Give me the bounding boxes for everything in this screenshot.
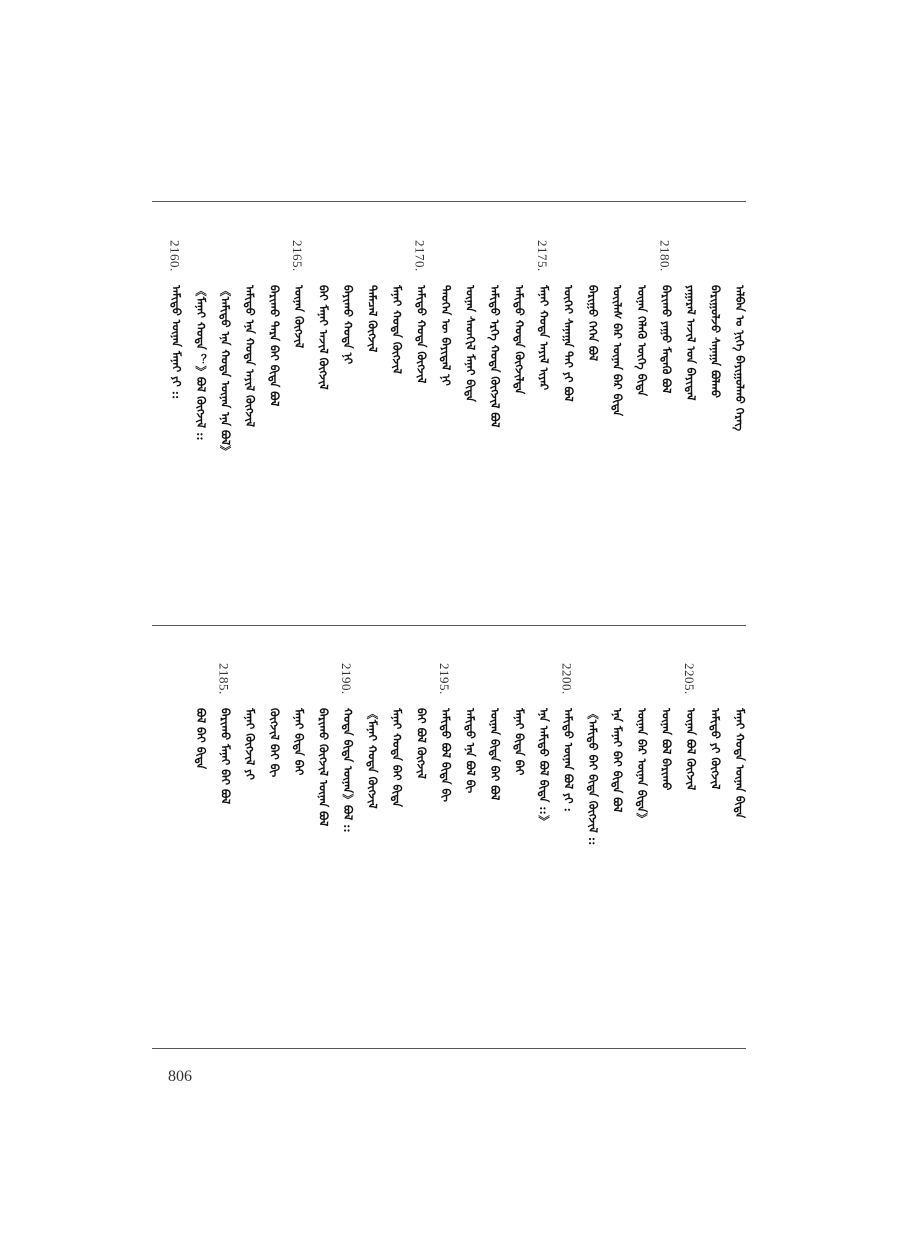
verse-line xyxy=(534,663,551,908)
verse-text: ᠪᠠᠷᠢᠬᠤ ᠮᠠᠨᠠᠢ ᠪᠠᠢ ᠪᠣᠯ xyxy=(218,708,233,805)
verse-text: ᠠᠮᠢᠳᠤ ᠶᠢ ᠬᠥᠭᠵᠢᠯ xyxy=(708,708,723,790)
verse-text: ᠠᠮᠢᠳᠤ ᠬᠣᠲᠠ ᠬᠥᠭᠵᠢᠯᠲᠡ xyxy=(512,285,527,395)
line-number: 2190. xyxy=(339,663,354,695)
line-number: 2175. xyxy=(535,240,550,272)
verse-line xyxy=(608,663,625,908)
verse-text: ᠠᠯᠪᠠᠨ ᠤ ᠨᠢᠭᠡ ᠪᠠᠶᠢᠭᠤᠯᠬᠤ ᠬᠡᠷᠡᠭ xyxy=(733,285,747,432)
verse-text: ᠮᠠᠨᠠᠢ ᠪᠢᠳᠡ ᠪᠠᠢ xyxy=(512,708,527,776)
verse-text: ᠦᠨᠡᠨ ᠬᠡᠯᠡᠬᠦ ᠦᠭᠡ ᠪᠢᠳᠡ xyxy=(635,285,649,397)
verse-text: ᠠᠮᠢᠳᠤ ᠡᠷᠬᠡ ᠬᠣᠲᠠ ᠬᠥᠭᠵᠢᠯ ᠪᠣᠯ xyxy=(488,285,502,428)
verse-text: ᠮᠠᠨᠠᠢ ᠬᠣᠲᠠ ᠬᠥᠭᠵᠢᠯ xyxy=(390,285,404,374)
verse-line xyxy=(436,663,453,908)
verse-line xyxy=(216,663,233,908)
verse-text: ᠦᠨᠡᠨ ᠬᠥᠭᠵᠢᠯ xyxy=(292,285,306,349)
verse-text: 《ᠮᠠᠨᠠᠢ ᠬᠣᠲᠠ ᠬᠥᠭᠵᠢᠯ xyxy=(365,708,380,809)
verse-text: 《ᠠᠮᠢᠳᠤ ᠪᠠᠢ ᠪᠢᠳᠡ ᠬᠥᠭᠵᠢᠯ :: xyxy=(586,708,600,846)
verse-text: ᠦᠢᠯᠡᠰ ᠪᠡᠷ ᠦᠨᠡᠨ ᠪᠡᠷ ᠪᠢᠳᠡ xyxy=(610,285,625,417)
verse-text: ᠶᠠᠭᠠᠷᠠᠯ ᠠᠵᠢᠯ ᠤᠨ ᠪᠠᠶᠢᠳᠠᠯ xyxy=(684,285,698,401)
verse-text: ᠠᠮᠢᠳᠤ ᠪᠣᠯ ᠪᠢᠳᠡ ᠪᠢ xyxy=(439,708,453,802)
verse-text: ᠲᠡᠮᠡᠴᠡᠯ ᠬᠥᠭᠵᠢᠯ xyxy=(365,285,380,353)
verse-line xyxy=(485,663,502,908)
verse-text: ᠠᠮᠢᠳᠤ ᠬᠣᠲᠠ ᠬᠥᠭᠵᠢᠯ xyxy=(414,285,429,384)
verse-text: ᠠᠮᠢᠳᠤ ᠡᠨᠡ ᠪᠣᠯ ᠪᠢ xyxy=(463,708,478,794)
verse-text: ᠪᠠᠷᠢᠬᠤ ᠶᠠᠭᠤ ᠮᠡᠳᠡᠬᠦ ᠪᠣᠯ xyxy=(659,285,674,394)
verse-text: ᠲᠡᠦᠬᠡᠨ ᠦ ᠪᠠᠶᠢᠳᠠᠯ ᠨᠢ xyxy=(439,285,453,386)
verse-text: ᠦᠨᠡᠨ ᠪᠢᠳᠡ ᠪᠠᠢ ᠪᠣᠯ xyxy=(488,708,502,801)
verse-line xyxy=(706,663,723,908)
line-number: 2195. xyxy=(437,663,452,695)
verse-text: ᠠᠮᠢᠳᠤ ᠦᠨᠡᠨ ᠮᠠᠨᠠᠢ ᠶᠢ :: xyxy=(169,285,184,400)
verse-text: ᠮᠠᠨᠠᠢ ᠬᠥᠭᠵᠢᠯ ᠶᠢ xyxy=(243,708,257,780)
verse-text: ᠪᠣᠯ ᠪᠠᠢ ᠪᠢᠳᠡ xyxy=(194,708,208,770)
line-number: 2160. xyxy=(167,240,183,272)
verse-text: ᠪᠠᠢ ᠮᠠᠨᠠᠢ ᠠᠵᠢᠯ ᠬᠥᠭᠵᠢᠯ xyxy=(316,285,331,390)
verse-line xyxy=(632,663,649,908)
verse-line xyxy=(338,663,355,908)
page-number: 806 xyxy=(168,1068,192,1085)
verse-text: ᠮᠠᠨᠠᠢ ᠬᠣᠲᠠ ᠪᠠᠢ ᠪᠢᠳᠡ xyxy=(390,708,404,808)
line-number: 2185. xyxy=(216,663,232,695)
verse-line xyxy=(314,663,331,908)
line-number: 2180. xyxy=(657,240,673,272)
verse-text: ᠬᠥᠭᠵᠢᠯ ᠪᠠᠢ ᠪᠢ xyxy=(267,708,282,778)
verse-line xyxy=(583,663,600,908)
verse-line xyxy=(730,663,747,908)
verse-line xyxy=(191,663,208,908)
verse-text: ᠪᠠᠷᠢᠭᠤᠯᠵᠤ ᠰᠠᠨᠠᠭᠠ ᠪᠣᠯᠬᠤ xyxy=(708,285,723,398)
verse-text: ᠪᠠᠢ ᠪᠣᠯ ᠬᠥᠭᠵᠢᠯ xyxy=(414,708,429,779)
verse-text: ᠮᠠᠨᠠᠢ ᠪᠢᠳᠡ ᠪᠠᠢ xyxy=(292,708,306,776)
verse-text: ᠪᠠᠶᠢᠬᠤ ᠬᠣᠲᠠ ᠨᠢ xyxy=(341,285,355,365)
verse-text: ᠬᠣᠲᠠ ᠪᠢᠳᠡ ᠦᠨᠡᠨ》ᠪᠣᠯ :: xyxy=(341,708,355,833)
verse-text: ᠪᠠᠷᠢᠬᠤ ᠲᠡᠷᠡ ᠪᠠᠢ ᠪᠢᠳᠡ ᠪᠣᠯ xyxy=(267,285,282,407)
verse-line xyxy=(657,663,674,908)
verse-line xyxy=(510,663,527,908)
line-number: 2170. xyxy=(412,240,428,272)
verse-text: 《ᠮᠠᠨᠠᠢ ᠬᠣᠲᠠ ？》ᠪᠣᠯ ᠬᠥᠭᠵᠢᠯ :: xyxy=(194,285,208,441)
verse-line xyxy=(412,663,429,908)
line-number: 2205. xyxy=(682,663,697,695)
verse-line xyxy=(681,663,698,908)
verse-text: ᠠᠮᠢᠳᠤ ᠦᠨᠡᠨ ᠪᠣᠯ ᠶᠢ : xyxy=(561,708,576,812)
verse-line xyxy=(461,663,478,908)
verse-text: ᠪᠠᠷᠢᠭᠤ ᠬᠡᠭᠡᠨ ᠪᠣᠯ xyxy=(586,285,600,361)
verse-line xyxy=(265,663,282,908)
verse-line xyxy=(289,663,306,908)
verse-text: ᠡᠨᠡ ᠮᠠᠨᠠᠢ ᠪᠠᠢ ᠪᠢᠳᠡ ᠪᠣᠯ xyxy=(610,708,625,813)
verse-text: ᠠᠮᠢᠳᠤ ᠡᠨᠡ ᠬᠣᠲᠠ ᠠᠶᠢᠯ ᠬᠥᠭᠵᠢᠯ xyxy=(243,285,257,428)
verse-text: ᠮᠠᠨᠠᠢ ᠬᠣᠲᠠ ᠠᠶᠢᠯ ᠢᠶᠠᠷ xyxy=(537,285,551,391)
verse-line xyxy=(363,663,380,908)
verse-text: ᠦᠨᠡᠨ ᠰᠡᠳᠬᠢᠯ ᠮᠠᠨᠠᠢ ᠪᠢᠳᠡ xyxy=(463,285,478,402)
verse-text: ᠦᠨᠡᠨ ᠪᠡᠷ ᠦᠨᠡᠨ ᠪᠢᠳᠡ》 xyxy=(635,708,649,825)
verse-text: ᠡᠨᠡ ᠠᠮᠢᠳᠤ ᠪᠣᠯ ᠪᠢᠳᠡ ::》 xyxy=(537,708,551,827)
verse-text: ᠪᠠᠷᠢᠬᠤ ᠬᠥᠭᠵᠢᠯ ᠦᠨᠡᠨ ᠪᠣᠯ xyxy=(316,708,331,827)
verse-text: 《ᠠᠮᠢᠳᠤ ᠡᠨᠡ ᠬᠣᠲᠠ ᠦᠨᠡᠨ ᠡᠨᠡ ᠪᠣᠯ》 xyxy=(218,285,233,457)
verse-line xyxy=(559,663,576,908)
line-number: 2165. xyxy=(290,240,305,272)
verse-line xyxy=(387,663,404,908)
verse-line xyxy=(240,663,257,908)
verse-text: ᠮᠠᠨᠠᠢ ᠬᠣᠲᠠ ᠦᠨᠡᠨ ᠪᠢᠳᠡ xyxy=(733,708,747,819)
verse-text: ᠦᠭᠡᠢ ᠰᠠᠨᠠᠭᠠ ᠲᠡᠢ ᠶᠢ ᠪᠣᠯ xyxy=(561,285,576,402)
verse-text: ᠦᠨᠡᠨ ᠪᠣᠯ ᠬᠥᠭᠵᠢᠯ xyxy=(684,708,698,791)
line-number: 2200. xyxy=(559,663,575,695)
verse-text: ᠦᠨᠡᠨ ᠪᠣᠯ ᠪᠠᠷᠢᠬᠤ xyxy=(659,708,674,791)
